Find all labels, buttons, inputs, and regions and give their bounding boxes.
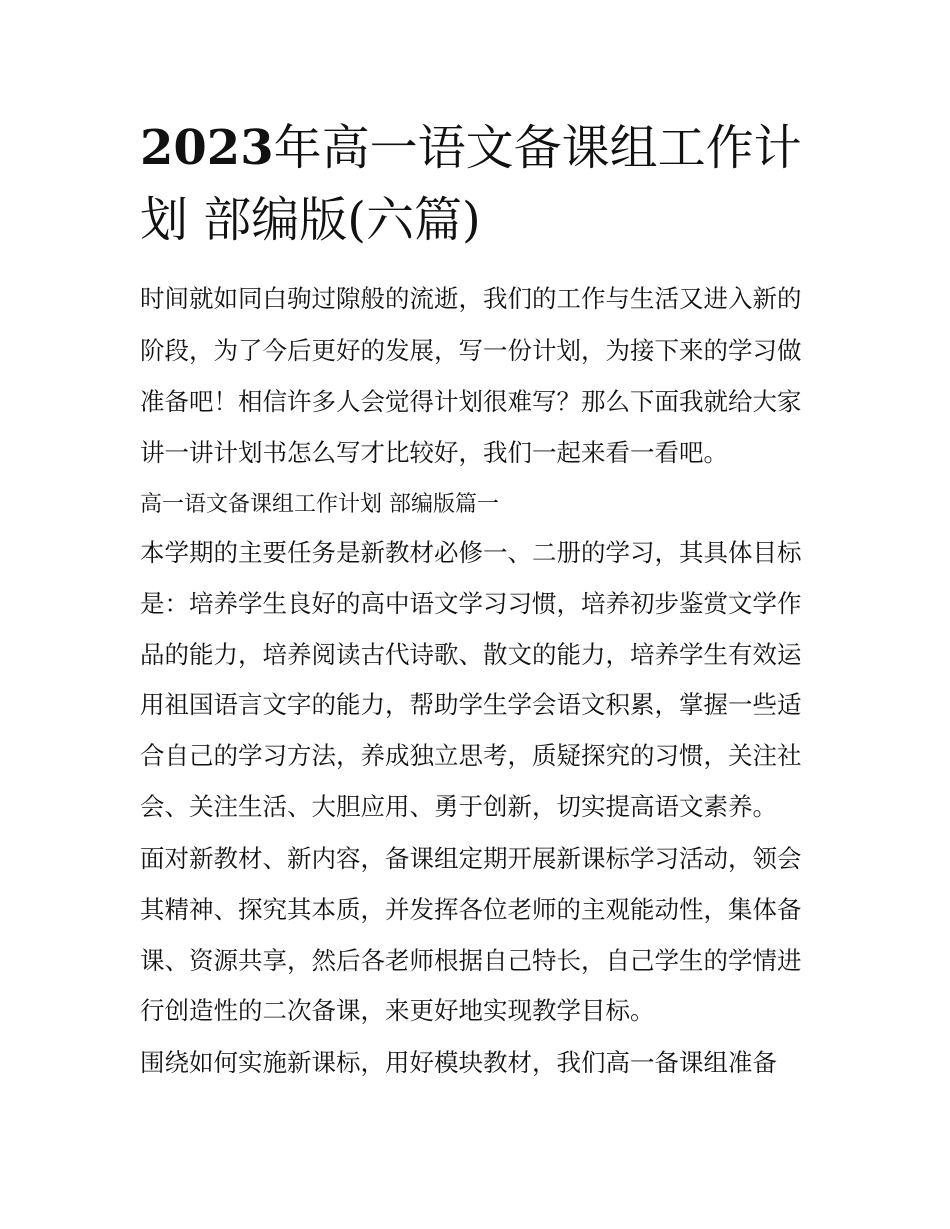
- body-line-2: 是：培养学生良好的高中语文学习习惯，培养初步鉴赏文学作: [140, 589, 802, 618]
- body-line-9: 课、资源共享，然后各老师根据自己特长，自己学生的学情进: [140, 946, 802, 975]
- body-line-4: 用祖国语言文字的能力，帮助学生学会语文积累，掌握一些适: [140, 690, 802, 719]
- body-line-1: 本学期的主要任务是新教材必修一、二册的学习，其具体目标: [140, 538, 802, 567]
- intro-line-1: 时间就如同白驹过隙般的流逝，我们的工作与生活又进入新的: [140, 284, 802, 313]
- body-line-3: 品的能力，培养阅读古代诗歌、散文的能力，培养学生有效运: [140, 640, 802, 669]
- body-line-10: 行创造性的二次备课，来更好地实现教学目标。: [140, 996, 655, 1025]
- document-title: [140, 112, 820, 256]
- intro-line-4: 讲一讲计划书怎么写才比较好，我们一起来看一看吧。: [140, 438, 728, 467]
- intro-line-2: 阶段，为了今后更好的发展，写一份计划，为接下来的学习做: [140, 336, 802, 365]
- section-heading: 高一语文备课组工作计划 部编版篇一: [140, 492, 499, 517]
- title-year: 2023: [140, 120, 274, 176]
- body-line-5: 合自己的学习方法，养成独立思考，质疑探究的习惯，关注社: [140, 741, 802, 770]
- body-line-7: 面对新教材、新内容，备课组定期开展新课标学习活动，领会: [140, 844, 802, 873]
- body-line-8: 其精神、探究其本质，并发挥各位老师的主观能动性，集体备: [140, 895, 802, 924]
- title-line1-rest: 年高一语文备课组工作计: [273, 120, 802, 176]
- intro-line-3: 准备吧！相信许多人会觉得计划很难写？那么下面我就给大家: [140, 387, 802, 416]
- title-line2: 划 部编版(六篇): [140, 192, 481, 248]
- body-line-11: 围绕如何实施新课标，用好模块教材，我们高一备课组准备: [140, 1048, 777, 1077]
- body-line-6: 会、关注生活、大胆应用、勇于创新，切实提高语文素养。: [140, 792, 777, 821]
